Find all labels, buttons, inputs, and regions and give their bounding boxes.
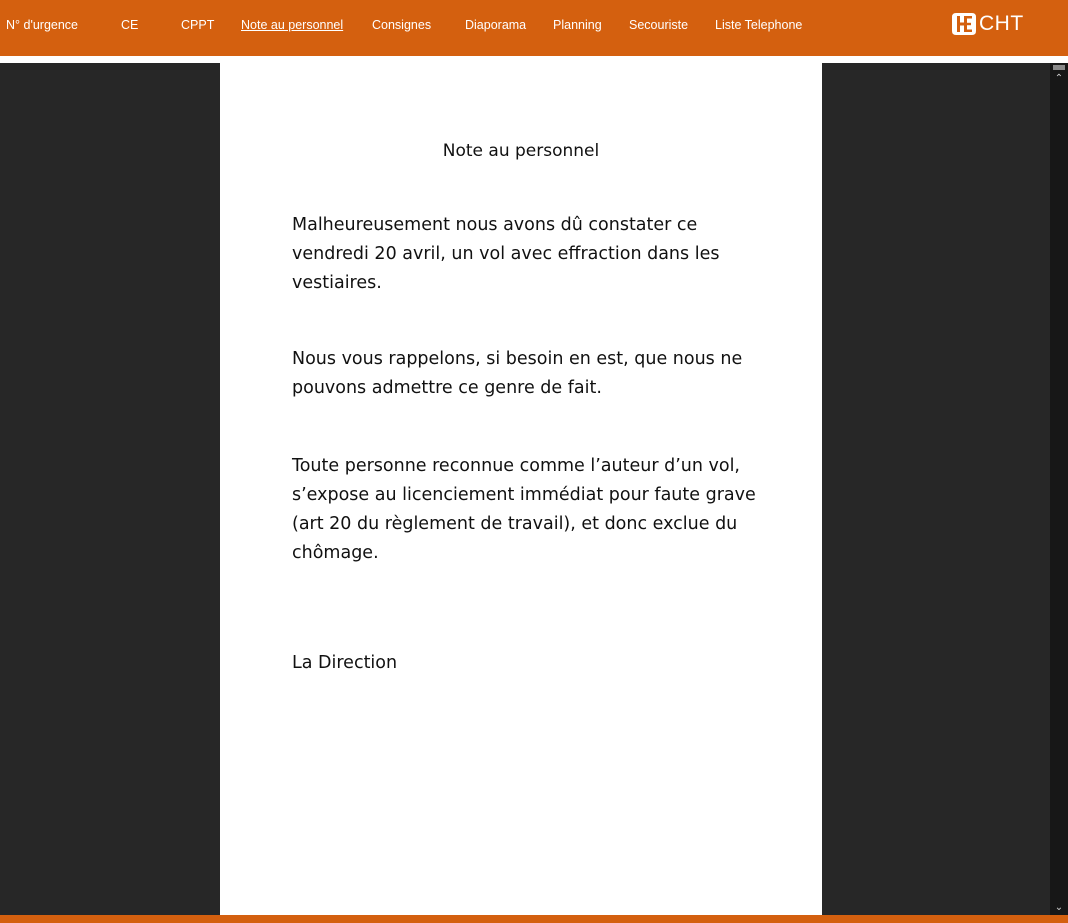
logo-mark-icon [950,10,978,38]
paragraph-reminder: Nous vous rappelons, si besoin en est, que nous ne pouvons admettre ce genre de fait. [292,349,743,398]
nav-item-ce[interactable]: CE [121,18,139,32]
logo-text: CHT [979,12,1024,35]
document-signature: La Direction [292,653,398,673]
document-viewer[interactable] [0,63,1050,915]
nav-item-liste-telephone[interactable]: Liste Telephone [715,18,803,32]
nav-item-planning[interactable]: Planning [553,18,602,32]
nav-item-cppt[interactable]: CPPT [181,18,215,32]
top-nav-bar [0,0,1068,54]
document-title: Note au personnel [442,141,600,161]
scroll-down-arrow-icon[interactable]: ⌄ [1054,902,1064,913]
nav-item-diaporama[interactable]: Diaporama [465,18,527,32]
nav-item-urgence[interactable]: N° d'urgence [6,18,79,32]
document-page [220,63,822,915]
paragraph-sanction: Toute personne reconnue comme l’auteur d’un vol, s’expose au licenciement immédiat pour faute grave (art 20 du règlement de travail), et donc exclue du chômage. [292,456,756,563]
hecht-logo[interactable] [950,9,1024,39]
scroll-up-arrow-icon[interactable]: ⌃ [1054,73,1064,84]
vertical-scrollbar[interactable] [1050,63,1068,915]
nav-item-note-au-personnel[interactable]: Note au personnel [241,18,344,32]
nav-item-secouriste[interactable]: Secouriste [629,18,689,32]
nav-item-consignes[interactable]: Consignes [372,18,432,32]
paragraph-incident: Malheureusement nous avons dû constater ce vendredi 20 avril, un vol avec effraction dans les vestiaires. [292,215,720,293]
scrollbar-thumb[interactable] [1053,65,1065,70]
nav-divider [0,56,1068,63]
